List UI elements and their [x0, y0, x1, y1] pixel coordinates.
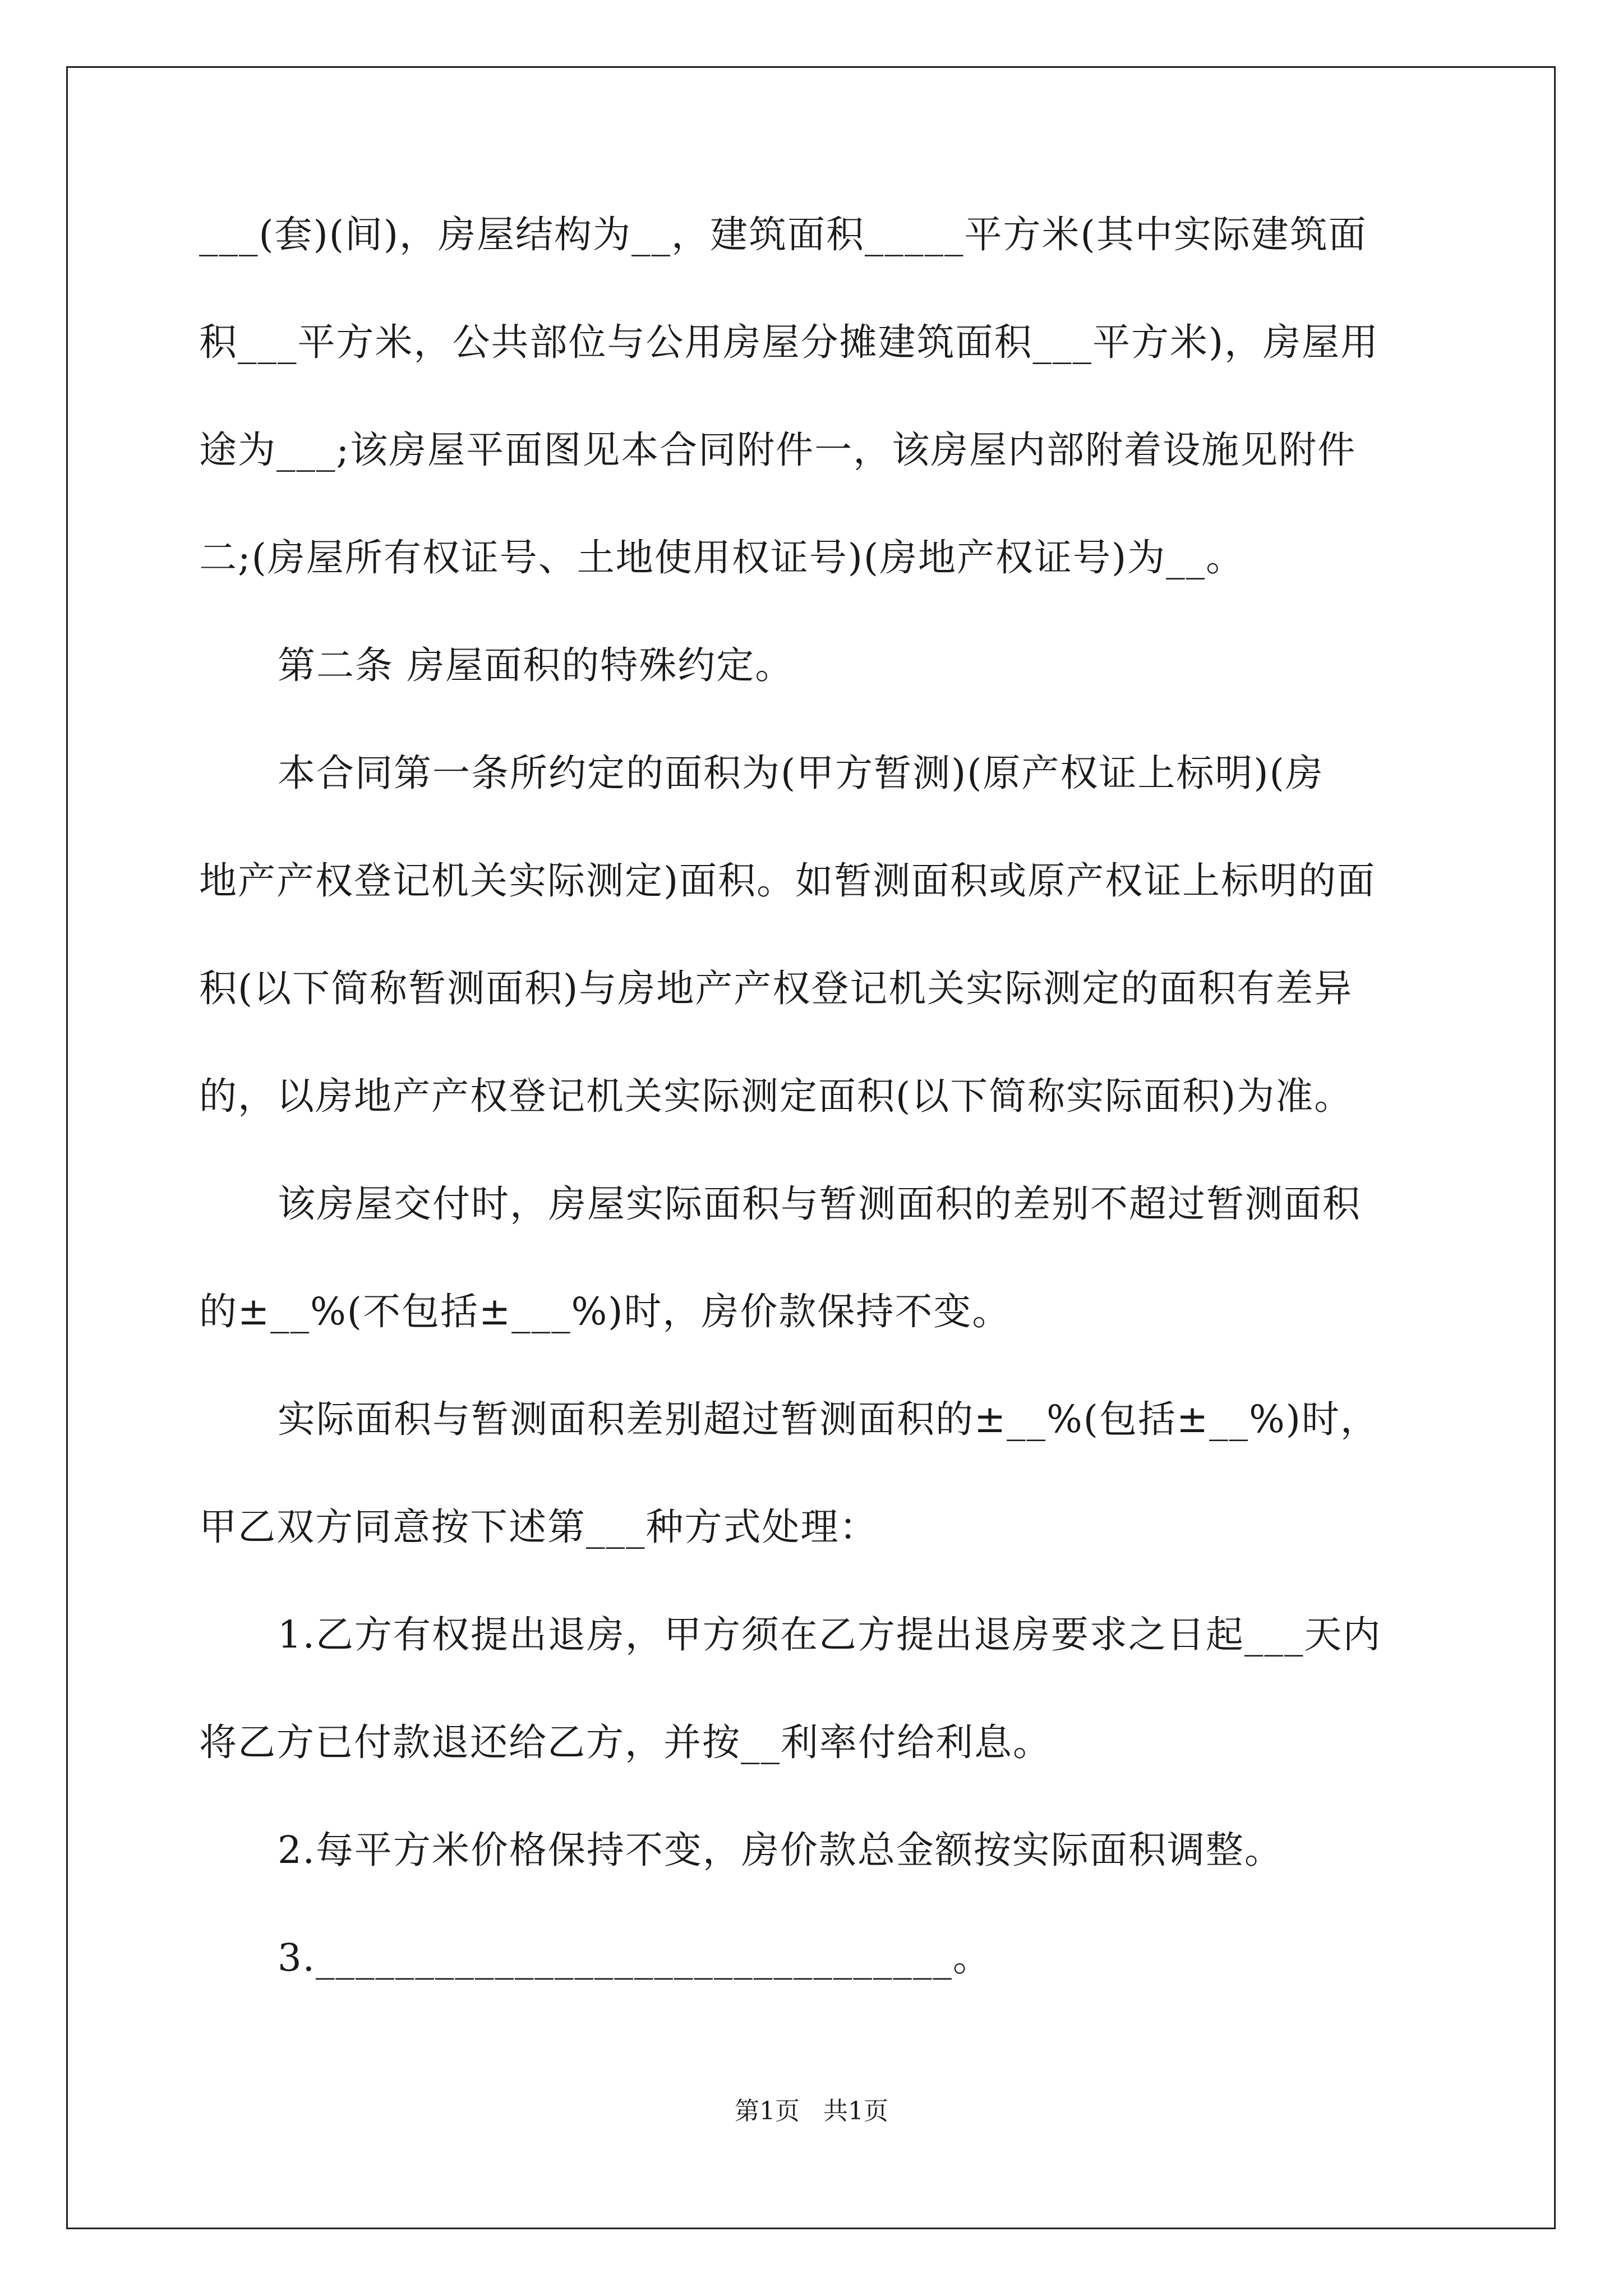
list-item: 1.乙方有权提出退房，甲方须在乙方提出退房要求之日起___天内 — [278, 1613, 1382, 1657]
paragraph-line: 积___平方米，公共部位与公用房屋分摊建筑面积___平方米)，房屋用 — [199, 320, 1380, 364]
paragraph-line: 二;(房屋所有权证号、土地使用权证号)(房地产权证号)为__。 — [199, 536, 1245, 579]
document-body — [199, 208, 1427, 1985]
paragraph-line: 途为___;该房屋平面图见本合同附件一，该房屋内部附着设施见附件 — [199, 428, 1357, 472]
paragraph-line: 甲乙双方同意按下述第___种方式处理： — [199, 1505, 878, 1549]
list-item: 2.每平方米价格保持不变，房价款总金额按实际面积调整。 — [278, 1828, 1283, 1872]
paragraph-line: 本合同第一条所约定的面积为(甲方暂测)(原产权证上标明)(房 — [278, 751, 1324, 795]
paragraph-line: 的，以房地产产权登记机关实际测定面积(以下简称实际面积)为准。 — [199, 1074, 1353, 1118]
paragraph-line: 地产产权登记机关实际测定)面积。如暂测面积或原产权证上标明的面 — [199, 859, 1376, 903]
paragraph-line: 积(以下简称暂测面积)与房地产产权登记机关实际测定的面积有差异 — [199, 967, 1353, 1010]
page-footer: 第1页 共1页 — [735, 2097, 888, 2125]
paragraph-line: 的±__%(不包括±___%)时，房价款保持不变。 — [199, 1290, 1011, 1333]
paragraph-line: 实际面积与暂测面积差别超过暂测面积的±__%(包括±__%)时， — [278, 1397, 1379, 1441]
paragraph-line: 该房屋交付时，房屋实际面积与暂测面积的差别不超过暂测面积 — [278, 1182, 1361, 1226]
section-heading: 第二条 房屋面积的特殊约定。 — [278, 643, 794, 687]
list-item: 3.________________________________。 — [278, 1936, 992, 1980]
paragraph-line: ___(套)(间)，房屋结构为__，建筑面积_____平方米(其中实际建筑面 — [199, 213, 1367, 256]
list-item-continuation: 将乙方已付款退还给乙方，并按__利率付给利息。 — [199, 1720, 1052, 1764]
